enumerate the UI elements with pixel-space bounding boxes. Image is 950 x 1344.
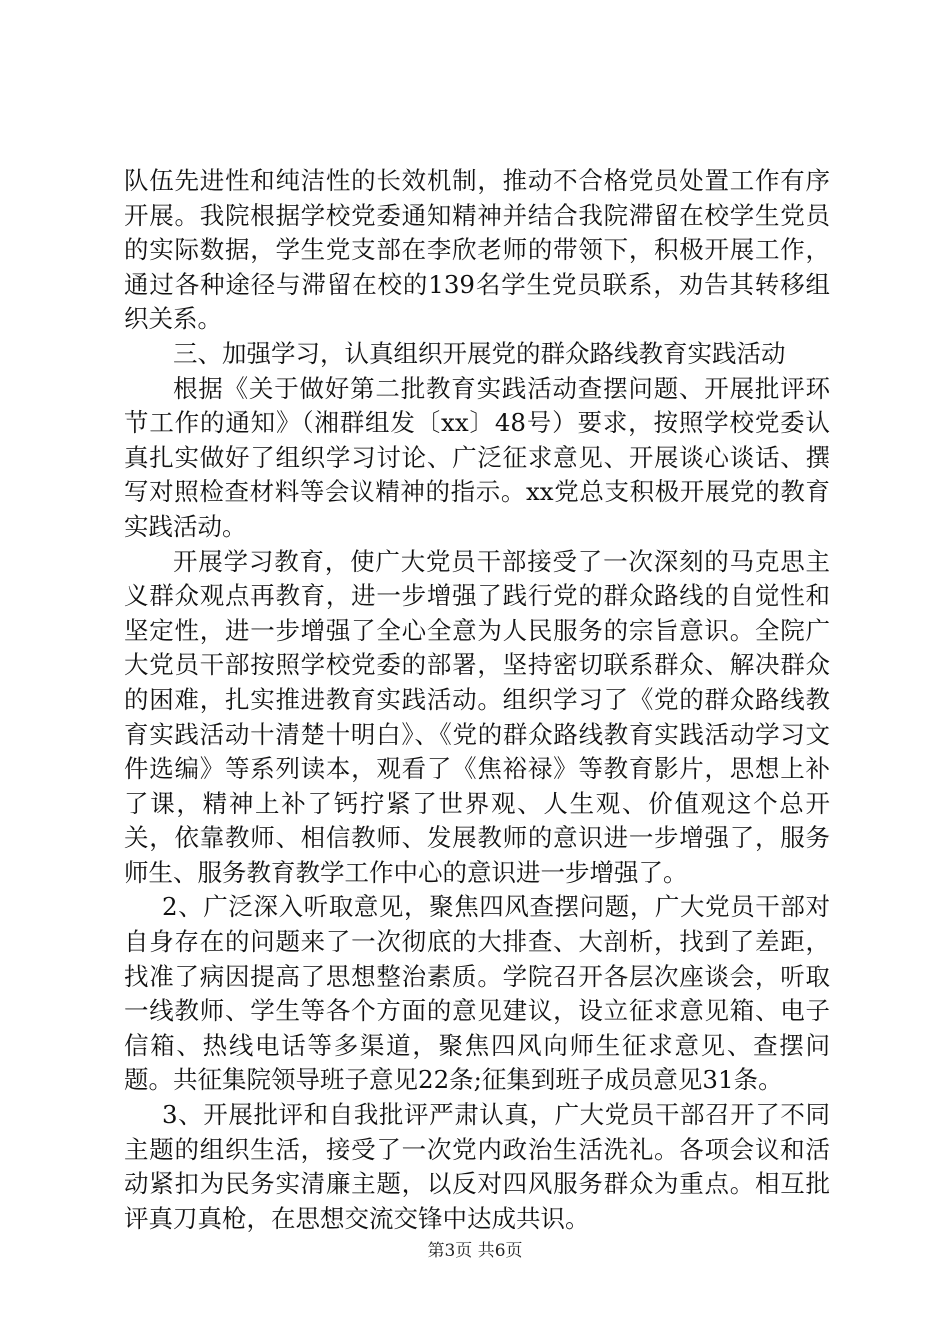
paragraph-item-2: 2、广泛深入听取意见，聚焦四风查摆问题，广大党员干部对自身存在的问题来了一次彻底的大排查、大剖析，找到了差距，找准了病因提高了思想整治素质。学院召开各层次座谈会，听取一线教师、学生等各个方面的意见建议，设立征求意见箱、电子信箱、热线电话等多渠道，聚焦四风向师生征求意见、查摆问题。共征集院领导班子意见22条;征集到班子成员意见31条。 bbox=[124, 892, 830, 1095]
paragraph-item-3: 3、开展批评和自我批评严肃认真，广大党员干部召开了不同主题的组织生活，接受了一次党内政治生活洗礼。各项会议和活动紧扣为民务实清廉主题，以反对四风服务群众为重点。相互批评真刀真枪，在思想交流交锋中达成共识。 bbox=[124, 1100, 830, 1233]
page-number: 第3页 共6页 bbox=[427, 1241, 523, 1261]
page-footer bbox=[0, 1240, 950, 1262]
paragraph-study-education: 开展学习教育，使广大党员干部接受了一次深刻的马克思主义群众观点再教育，进一步增强了践行党的群众路线的自觉性和坚定性，进一步增强了全心全意为人民服务的宗旨意识。全院广大党员干部按照学校党委的部署，坚持密切联系群众、解决群众的困难，扎实推进教育实践活动。组织学习了《党的群众路线教育实践活动十清楚十明白》、《党的群众路线教育实践活动学习文件选编》等系列读本，观看了《焦裕禄》等教育影片，思想上补了课，精神上补了钙拧紧了世界观、人生观、价值观这个总开关，依靠教师、相信教师、发展教师的意识进一步增强了，服务师生、服务教育教学工作中心的意识进一步增强了。 bbox=[124, 546, 830, 887]
document-body bbox=[124, 164, 830, 1236]
paragraph-continuation: 队伍先进性和纯洁性的长效机制，推动不合格党员处置工作有序开展。我院根据学校党委通知精神并结合我院滞留在校学生党员的实际数据，学生党支部在李欣老师的带领下，积极开展工作，通过各种途径与滞留在校的139名学生党员联系，劝告其转移组织关系。 bbox=[124, 166, 830, 334]
paragraph-notice: 根据《关于做好第二批教育实践活动查摆问题、开展批评环节工作的通知》（湘群组发〔xx〕48号）要求，按照学校党委认真扎实做好了组织学习讨论、广泛征求意见、开展谈心谈话、撰写对照检查材料等会议精神的指示。xx党总支积极开展党的教育实践活动。 bbox=[124, 373, 830, 541]
section-heading: 三、加强学习，认真组织开展党的群众路线教育实践活动 bbox=[173, 338, 786, 368]
